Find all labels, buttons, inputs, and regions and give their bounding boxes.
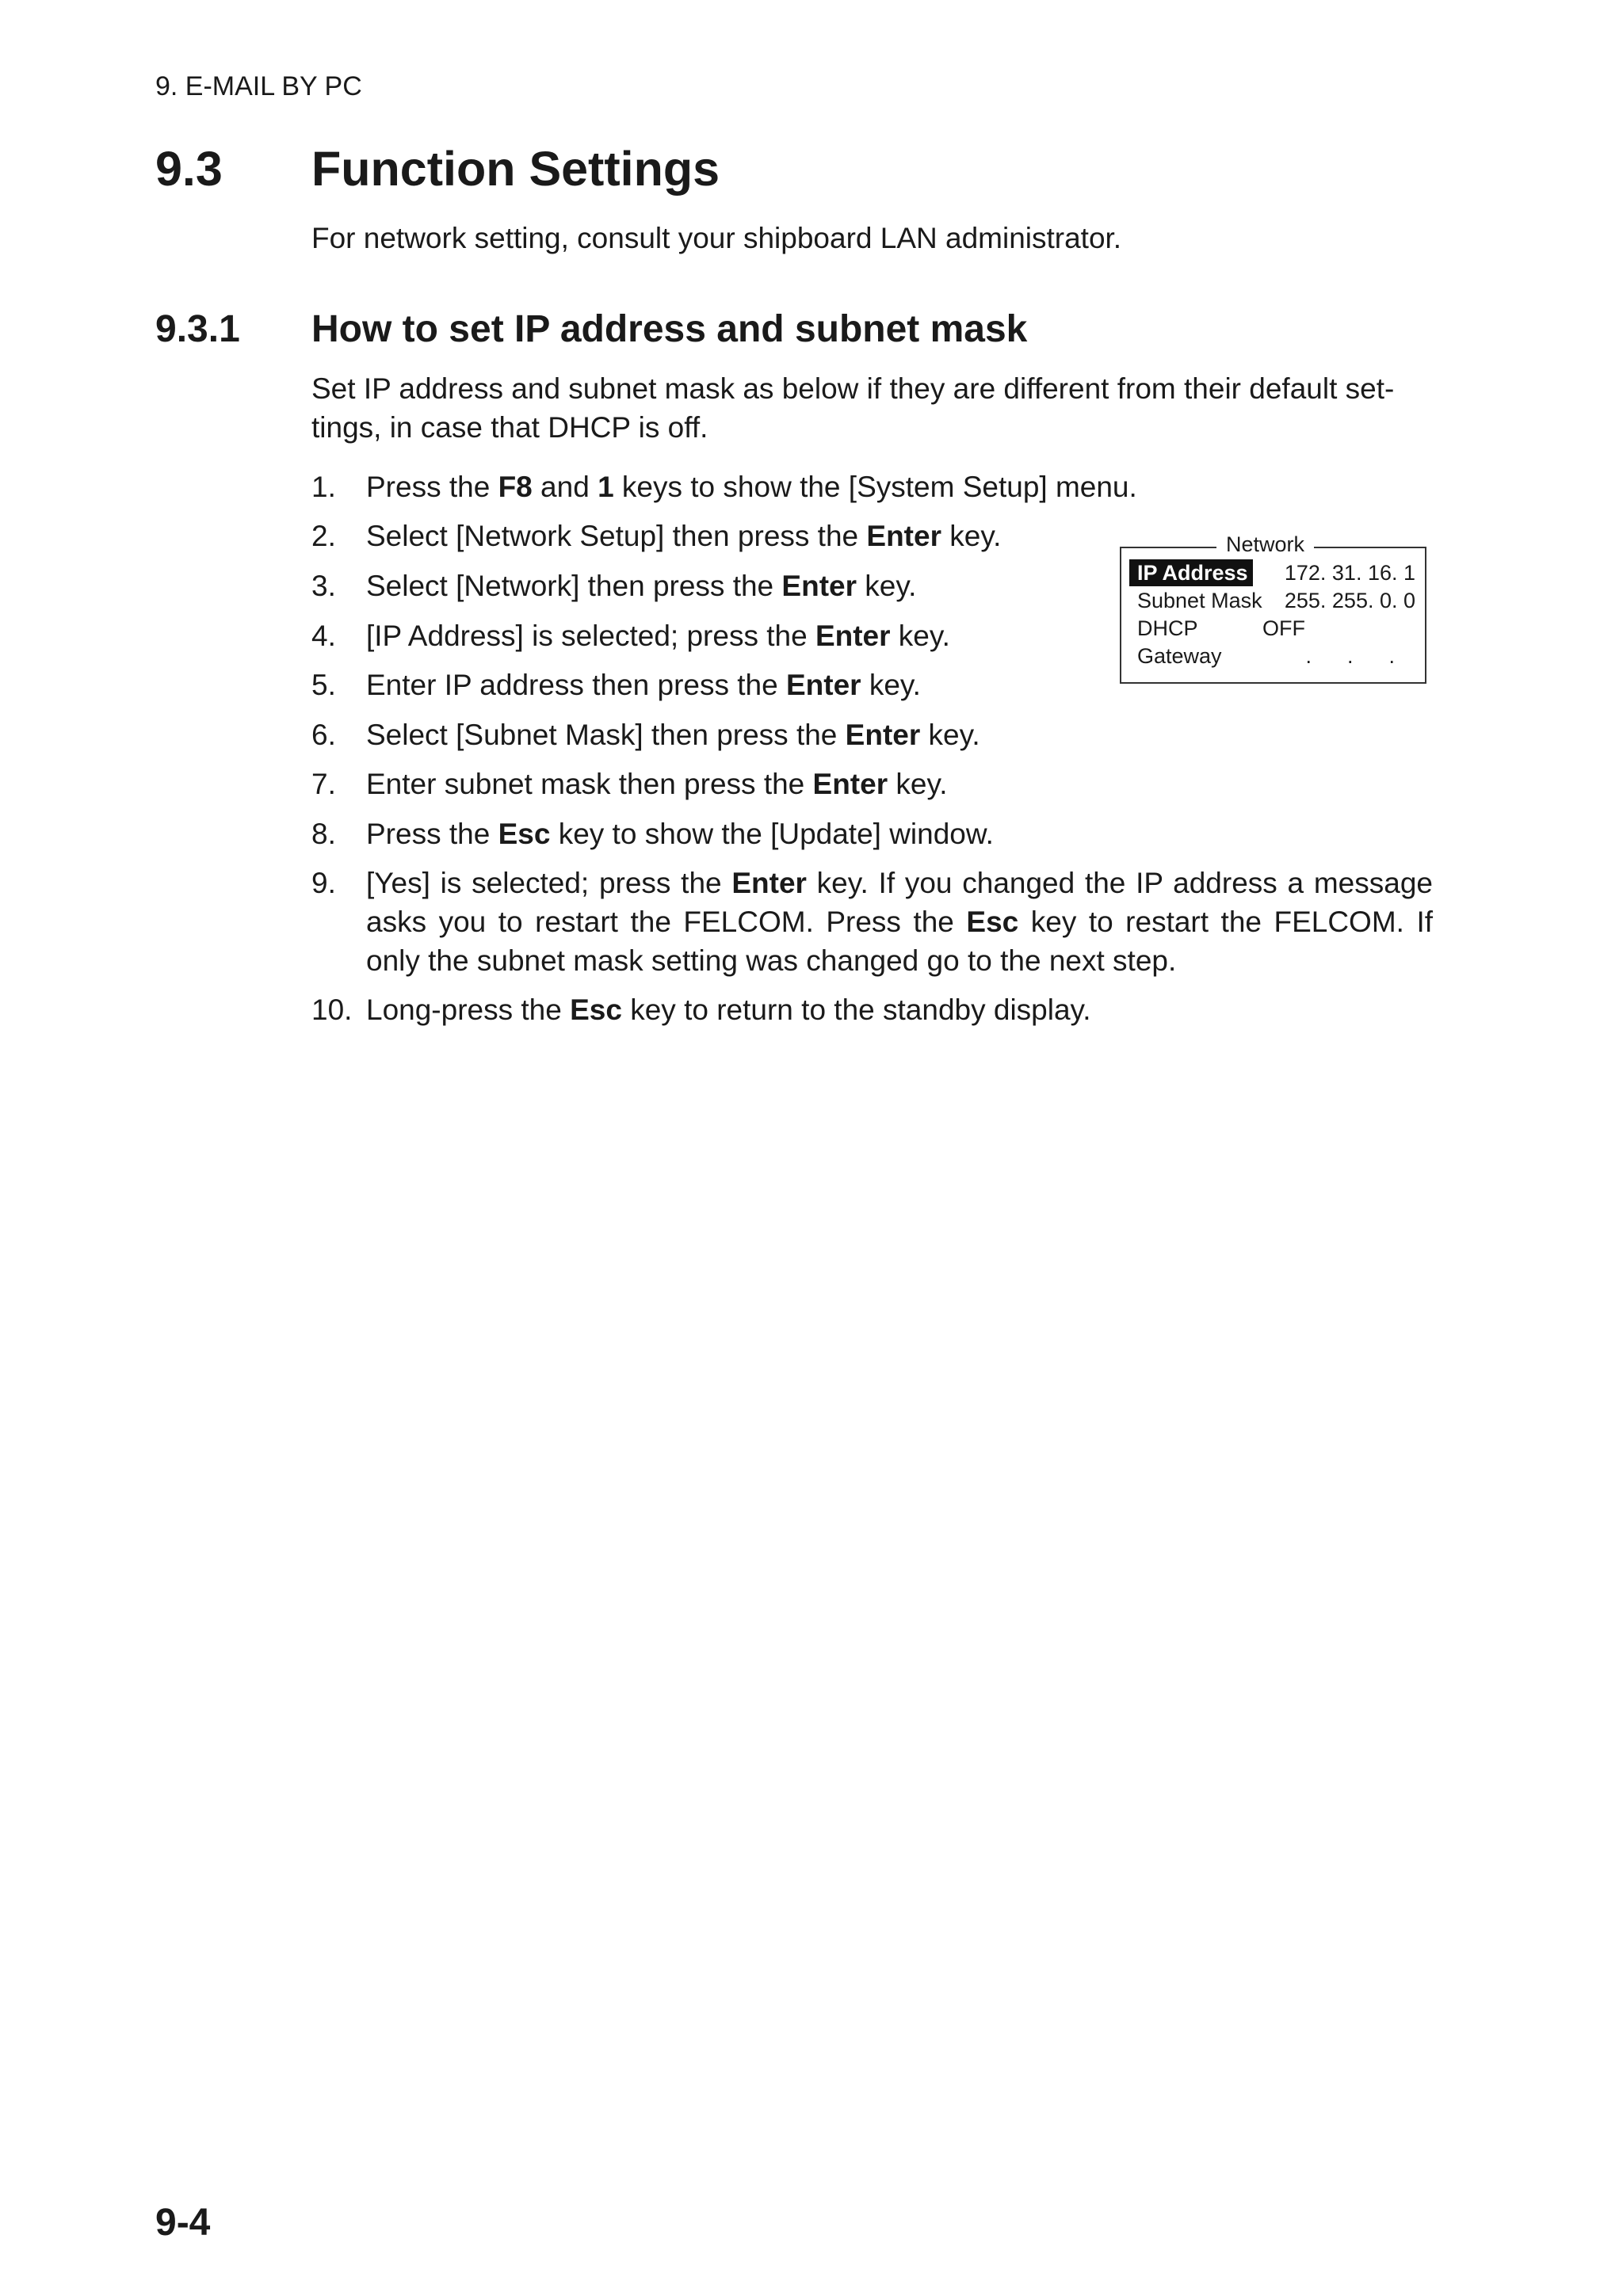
key-name: Esc	[498, 818, 551, 850]
text-run: keys to show the [System Setup] menu.	[613, 471, 1137, 503]
list-item	[311, 765, 1433, 803]
text-run: key.	[888, 768, 948, 800]
list-item-text	[366, 864, 1433, 980]
key-name: Enter	[815, 620, 891, 652]
list-item-text	[366, 715, 1433, 754]
list-item-number: 10.	[311, 994, 353, 1026]
text-run: key.	[890, 620, 950, 652]
key-name: Enter	[812, 768, 888, 800]
text-run: Press the	[366, 818, 498, 850]
list-item-text	[366, 990, 1433, 1029]
key-name: Esc	[570, 994, 622, 1026]
key-name: Enter	[781, 570, 857, 602]
key-name: Enter	[866, 520, 941, 552]
list-item	[311, 715, 1433, 754]
text-run: [Yes] is selected; press the	[366, 867, 732, 899]
text-run: key.	[941, 520, 1002, 552]
key-name: 1	[598, 471, 614, 503]
text-run: Enter IP address then press the	[366, 669, 786, 701]
network-window	[1120, 532, 1426, 684]
list-item-text	[366, 467, 1433, 506]
gateway-label: Gateway	[1137, 644, 1222, 668]
text-run: Press the	[366, 471, 498, 503]
list-item-number: 2.	[311, 520, 336, 552]
text-run: Select [Subnet Mask] then press the	[366, 719, 846, 751]
section-number: 9.3	[155, 142, 223, 196]
text-run: key to restart the FELCOM. If only the subnet mask setting was changed go to the next step.	[366, 906, 1433, 977]
network-window-title: Network	[1216, 532, 1314, 557]
text-run: Enter subnet mask then press the	[366, 768, 813, 800]
list-item	[311, 814, 1433, 853]
list-item-number: 6.	[311, 719, 336, 751]
list-item	[311, 990, 1433, 1029]
list-item-number: 5.	[311, 669, 336, 701]
ip-address-label: IP Address	[1129, 559, 1253, 586]
text-run: [IP Address] is selected; press the	[366, 620, 815, 652]
text-run: key to show the [Update] window.	[550, 818, 994, 850]
text-run: key. If you changed the IP address a message asks you to restart the FELCOM. Press the	[366, 867, 1433, 938]
list-item-text	[366, 765, 1433, 803]
list-item-number: 1.	[311, 471, 336, 503]
key-name: Esc	[966, 906, 1019, 938]
text-run: Select [Network Setup] then press the	[366, 520, 867, 552]
subnet-mask-value: 255. 255. 0. 0	[1284, 589, 1415, 612]
subsection-number: 9.3.1	[155, 308, 240, 350]
subsection-title: How to set IP address and subnet mask	[311, 308, 1028, 350]
key-name: Enter	[785, 669, 861, 701]
row-dhcp	[1128, 615, 1419, 642]
text-run: and	[532, 471, 598, 503]
row-ip-address	[1128, 559, 1419, 586]
row-gateway	[1128, 643, 1419, 669]
text-run: key.	[920, 719, 980, 751]
list-item-number: 7.	[311, 768, 336, 800]
key-name: F8	[498, 471, 533, 503]
text-run: Long-press the	[366, 994, 571, 1026]
subsection-paragraph: Set IP address and subnet mask as below if they are different from their default set-tings, in case that DHCP is off.	[311, 372, 1395, 444]
ip-address-value: 172. 31. 16. 1	[1284, 561, 1415, 585]
dhcp-value: OFF	[1262, 616, 1305, 640]
dhcp-label: DHCP	[1137, 616, 1198, 640]
text-run: key.	[861, 669, 921, 701]
section-title: Function Settings	[311, 142, 720, 196]
list-item-number: 3.	[311, 570, 336, 602]
list-item	[311, 864, 1433, 980]
row-subnet-mask	[1128, 587, 1419, 614]
gateway-value: . . .	[1305, 644, 1395, 668]
list-item-number: 4.	[311, 620, 336, 652]
list-item-number: 9.	[311, 867, 336, 899]
list-item-number: 8.	[311, 818, 336, 850]
page-number: 9-4	[155, 2202, 211, 2244]
key-name: Enter	[731, 867, 807, 899]
list-item-text	[366, 814, 1433, 853]
section-intro: For network setting, consult your shipboard LAN administrator.	[311, 222, 1122, 254]
running-head: 9. E-MAIL BY PC	[155, 71, 362, 101]
key-name: Enter	[845, 719, 921, 751]
subnet-mask-label: Subnet Mask	[1137, 589, 1262, 612]
list-item	[311, 467, 1433, 506]
text-run: key to return to the standby display.	[621, 994, 1091, 1026]
text-run: Select [Network] then press the	[366, 570, 782, 602]
text-run: key.	[857, 570, 917, 602]
